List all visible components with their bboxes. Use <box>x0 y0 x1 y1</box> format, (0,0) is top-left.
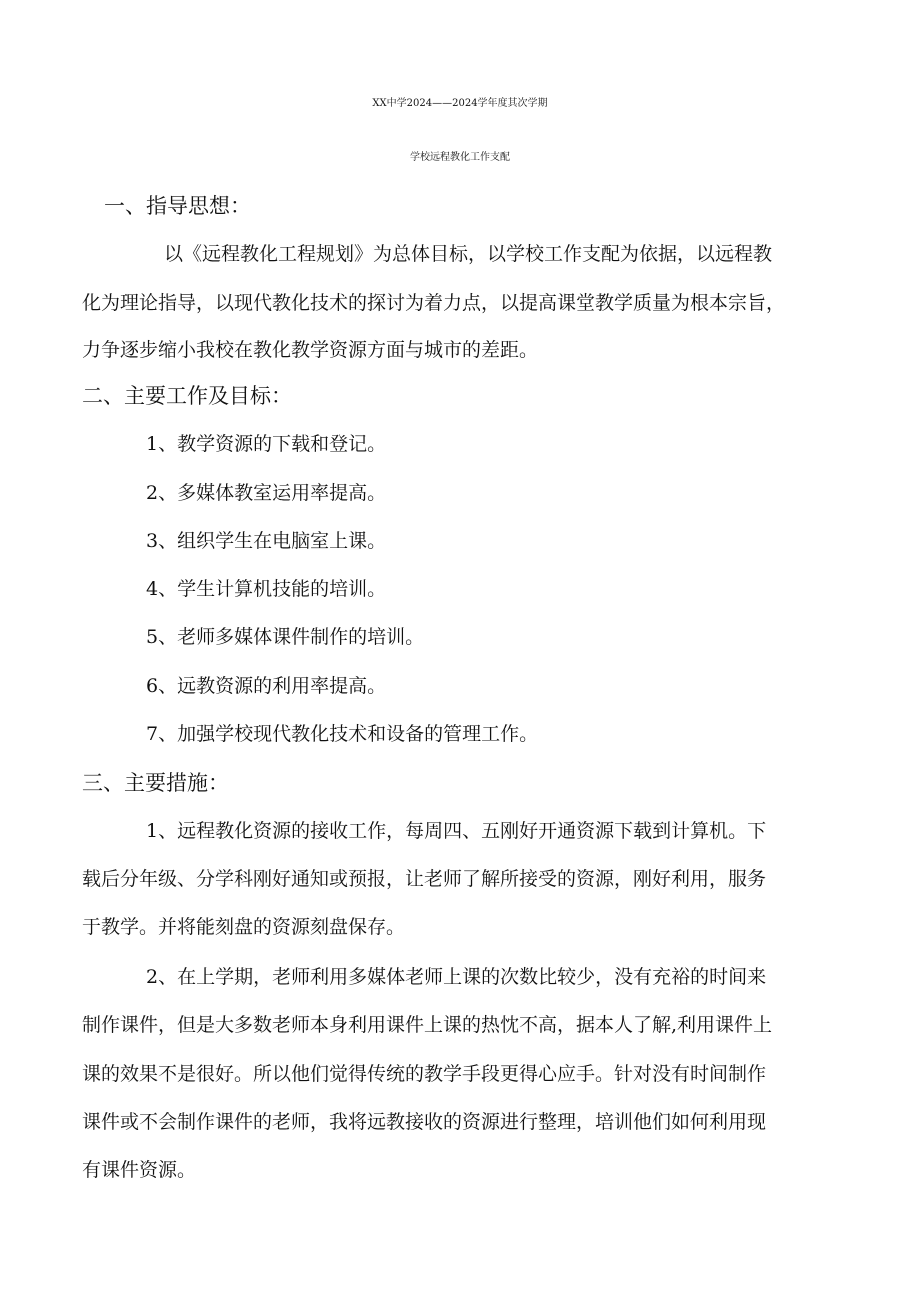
paragraph-line: 力争逐步缩小我校在教化教学资源方面与城市的差距。 <box>82 339 539 361</box>
paragraph-line: 载后分年级、分学科刚好通知或预报，让老师了解所接受的资源，刚好利用，服务 <box>82 868 767 890</box>
list-item: 6、远教资源的利用率提高。 <box>146 675 387 697</box>
list-item: 4、学生计算机技能的培训。 <box>146 578 387 600</box>
list-item: 1、教学资源的下载和登记。 <box>146 433 387 455</box>
document-title-line2: 学校远程教化工作支配 <box>410 152 510 163</box>
list-item: 5、老师多媒体课件制作的培训。 <box>146 626 425 648</box>
section2-heading: 二、主要工作及目标： <box>82 384 292 408</box>
list-item: 7、加强学校现代教化技术和设备的管理工作。 <box>146 723 539 745</box>
document-title-line1: XX中学2024——2024学年度其次学期 <box>372 98 548 109</box>
paragraph-line: 于教学。并将能刻盘的资源刻盘保存。 <box>82 916 406 938</box>
paragraph-line: 1、远程教化资源的接收工作，每周四、五刚好开通资源下载到计算机。下 <box>146 820 767 842</box>
list-item: 3、组织学生在电脑室上课。 <box>146 530 387 552</box>
paragraph-line: 课件或不会制作课件的老师，我将远教接收的资源进行整理，培训他们如何利用现 <box>82 1111 767 1133</box>
section1-heading: 一、指导思想： <box>104 194 251 218</box>
list-item: 2、多媒体教室运用率提高。 <box>146 482 387 504</box>
paragraph-line: 以《远程教化工程规划》为总体目标，以学校工作支配为依据，以远程教 <box>164 243 773 265</box>
paragraph-line: 制作课件，但是大多数老师本身利用课件上课的热忱不高，据本人了解,利用课件上 <box>82 1014 773 1036</box>
section3-heading: 三、主要措施： <box>82 771 229 795</box>
paragraph-line: 2、在上学期，老师利用多媒体老师上课的次数比较少，没有充裕的时间来 <box>146 966 767 988</box>
paragraph-line: 有课件资源。 <box>82 1159 197 1181</box>
paragraph-line: 化为理论指导，以现代教化技术的探讨为着力点，以提高课堂教学质量为根本宗旨， <box>82 292 786 314</box>
paragraph-line: 课的效果不是很好。所以他们觉得传统的教学手段更得心应手。针对没有时间制作 <box>82 1063 767 1085</box>
